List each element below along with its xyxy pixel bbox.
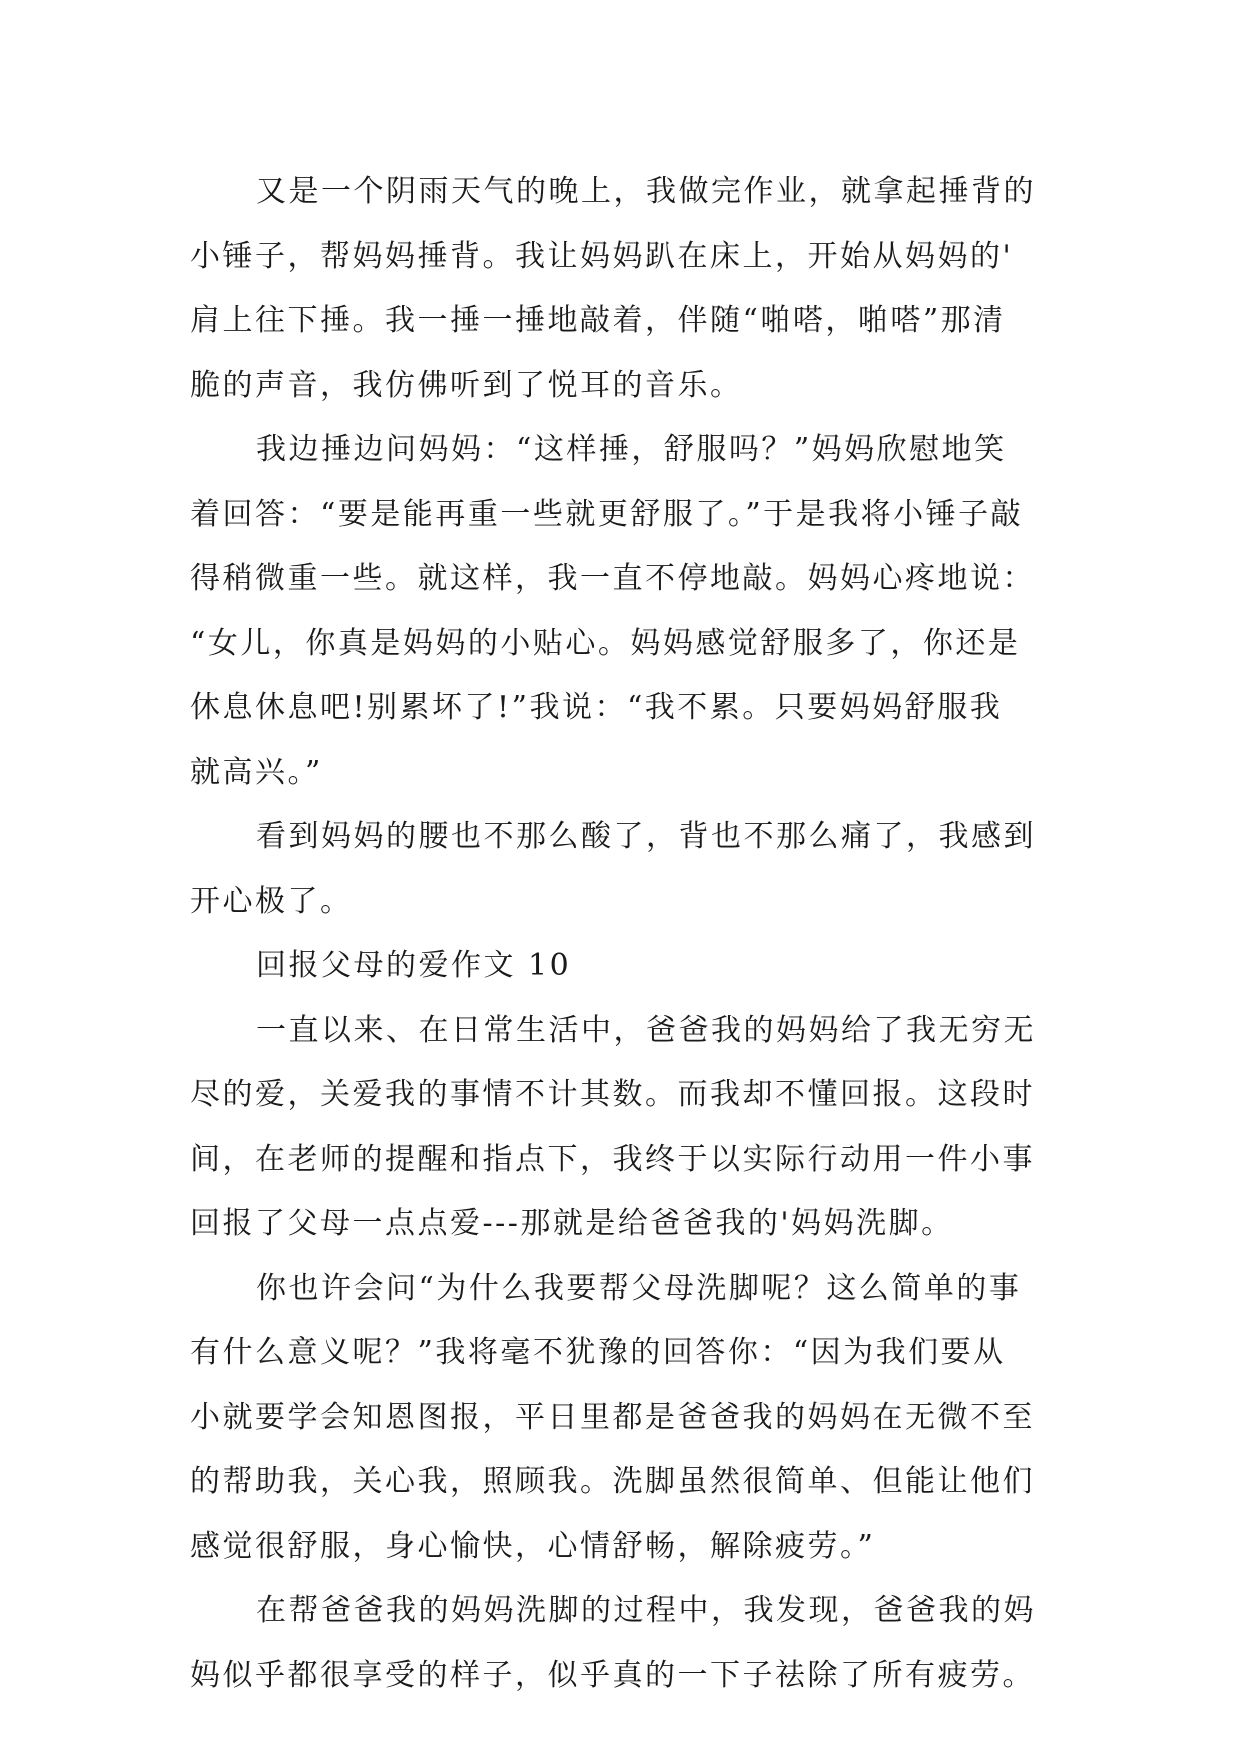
text-line: 得稍微重一些。就这样，我一直不停地敲。妈妈心疼地说： [190,561,1035,596]
text-line: 小锤子，帮妈妈捶背。我让妈妈趴在床上，开始从妈妈的' [190,238,1014,274]
text-line: 又是一个阴雨天气的晚上，我做完作业，就拿起捶背的 [256,174,1036,209]
text-line: 看到妈妈的腰也不那么酸了，背也不那么痛了，我感到 [256,819,1036,854]
text-line: 你也许会问“为什么我要帮父母洗脚呢？这么简单的事 [256,1270,1022,1306]
text-line: 脆的声音，我仿佛听到了悦耳的音乐。 [190,367,743,403]
text-line: 着回答：“要是能再重一些就更舒服了。”于是我将小锤子敲 [190,496,1024,532]
text-line: 就高兴。” [190,754,323,790]
text-line: 一直以来、在日常生活中，爸爸我的妈妈给了我无穷无 [256,1012,1036,1048]
text-line: 小就要学会知恩图报，平日里都是爸爸我的妈妈在无微不至 [190,1399,1035,1435]
text-line: 感觉很舒服，身心愉快，心情舒畅，解除疲劳。” [190,1528,876,1564]
text-line: 回报父母的爱作文 10 [256,948,572,983]
text-line: 有什么意义呢？”我将毫不犹豫的回答你：“因为我们要从 [190,1335,1006,1370]
text-line: 间，在老师的提醒和指点下，我终于以实际行动用一件小事 [190,1141,1035,1177]
text-line: 我边捶边问妈妈：“这样捶，舒服吗？”妈妈欣慰地笑 [256,432,1007,467]
text-line: 尽的爱，关爱我的事情不计其数。而我却不懂回报。这段时 [190,1077,1035,1112]
text-line: 的帮助我，关心我，照顾我。洗脚虽然很简单、但能让他们 [190,1464,1035,1499]
text-line: 妈似乎都很享受的样子，似乎真的一下子祛除了所有疲劳。 [190,1657,1035,1693]
text-line: 休息休息吧!别累坏了!”我说：“我不累。只要妈妈舒服我 [190,690,1003,725]
text-line: “女儿，你真是妈妈的小贴心。妈妈感觉舒服多了，你还是 [190,625,1021,661]
text-line: 在帮爸爸我的妈妈洗脚的过程中，我发现，爸爸我的妈 [256,1593,1036,1628]
document-body [190,160,1070,1708]
text-line: 回报了父母一点点爱---那就是给爸爸我的'妈妈洗脚。 [190,1206,954,1241]
text-line: 开心极了。 [190,883,353,919]
text-line: 肩上往下捶。我一捶一捶地敲着，伴随“啪嗒，啪嗒”那清 [190,303,1006,338]
